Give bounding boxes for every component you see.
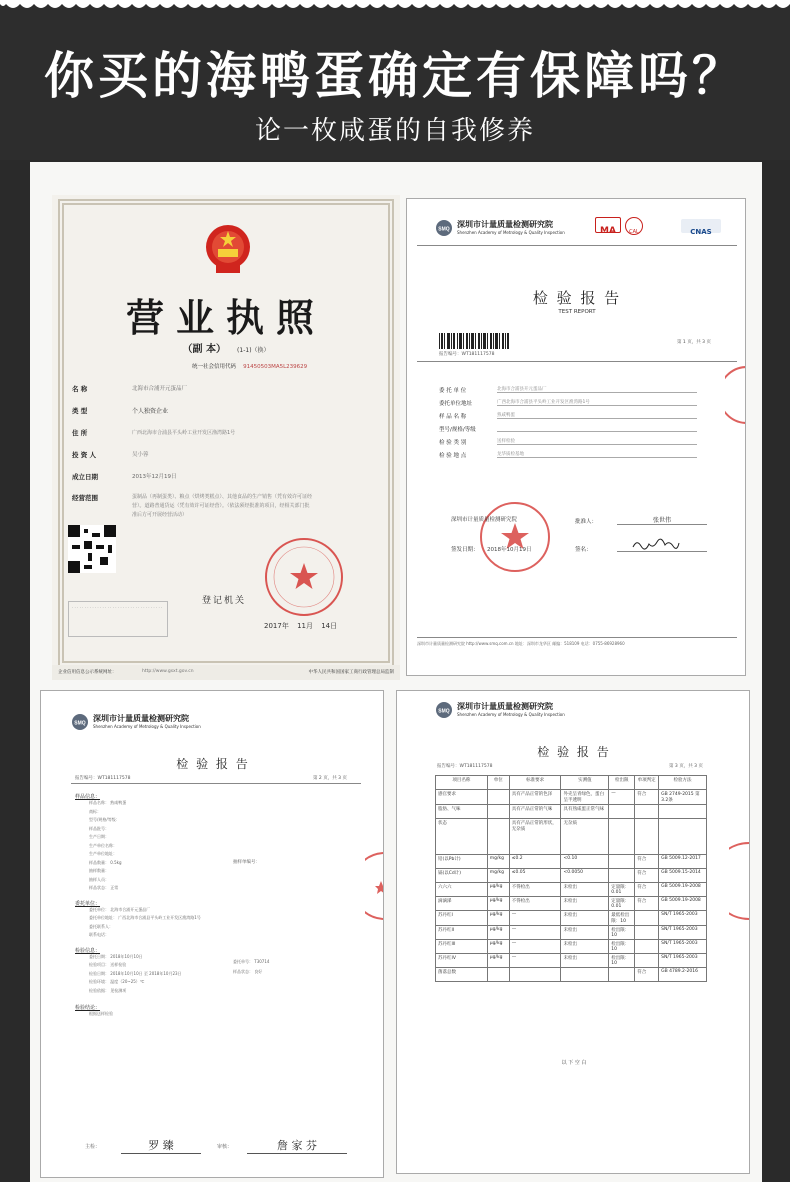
section-row: 委托单位： 北海市合浦开元蛋品厂	[89, 906, 151, 912]
institute-cn: 深圳市计量质量检测研究院	[457, 702, 553, 711]
table-cell: 检出限：10	[609, 954, 635, 968]
field-row	[72, 421, 372, 443]
table-cell: mg/kg	[487, 869, 509, 883]
field-row	[72, 377, 372, 399]
receipt-no: 委托单号： T30714	[233, 959, 270, 964]
field-row	[439, 435, 719, 448]
field-value: 北海市合浦县开元蛋品厂	[497, 386, 697, 393]
section-rule	[71, 783, 361, 784]
column-header: 单项判定	[635, 776, 659, 790]
field-value: 吴小蓉	[132, 452, 149, 458]
section-row: 检验项目： 送样检验	[89, 962, 127, 967]
smq-logo-icon	[71, 713, 89, 731]
table-cell: GB 5009.19-2008	[659, 897, 707, 911]
table-row	[436, 968, 707, 982]
section-row: 联系电话：	[89, 932, 109, 937]
notice-url: http://www.gsxt.gov.cn	[142, 669, 194, 674]
edge-seal	[725, 365, 746, 425]
table-cell: ≤0.2	[509, 855, 561, 869]
table-cell: 符合	[635, 869, 659, 883]
table-cell: ≤0.05	[509, 869, 561, 883]
date-day: 14	[321, 622, 331, 630]
table-cell	[487, 790, 509, 805]
field-row	[439, 448, 719, 461]
section-row: 检验依据： 见检测项	[89, 987, 127, 993]
smq-logo-icon	[435, 701, 453, 719]
field-label: 名 称	[72, 384, 88, 393]
table-cell: SN/T 1965-2003	[659, 954, 707, 968]
table-cell	[635, 911, 659, 926]
registration-authority: 登记机关	[202, 596, 247, 606]
notice-left: 企业信用信息公示系统网址：	[58, 670, 117, 675]
column-header: 项目名称	[436, 776, 488, 790]
notice-lines: · · · · · · · · · · · · · · · · · · · · · · · · · · · · · · · · · · · ·	[72, 605, 163, 610]
table-cell: GB 5009.19-2008	[659, 883, 707, 897]
table-cell: 定量限：0.01	[609, 897, 635, 911]
official-seal	[262, 535, 346, 619]
table-cell: —	[609, 790, 635, 805]
table-cell: 未检出	[561, 954, 609, 968]
section-row: 委托日期： 2018年10月10日	[89, 953, 143, 959]
table-cell	[635, 940, 659, 954]
edge-seal	[729, 841, 750, 921]
results-table	[435, 775, 707, 982]
main-inspector-signature: 罗 臻	[121, 1137, 201, 1154]
report-fields	[439, 383, 719, 461]
table-cell: 检出限：10	[609, 926, 635, 940]
svg-text:SMQ: SMQ	[438, 708, 450, 715]
page-number: 第 2 页，共 3 页	[313, 776, 347, 781]
table-row	[436, 954, 707, 968]
table-cell: 苏丹红I	[436, 911, 488, 926]
column-header: 检验方法	[659, 776, 707, 790]
column-header: 实测值	[561, 776, 609, 790]
issue-date-label: 签发日期：	[451, 547, 479, 553]
qr-code	[68, 525, 116, 573]
table-cell: 滴滴涕	[436, 897, 488, 911]
table-cell: 未检出	[561, 911, 609, 926]
table-cell	[659, 819, 707, 855]
section-row: 样品状态： 正常	[89, 885, 119, 890]
section-row: 根据送样检验	[89, 1011, 113, 1016]
page-header	[0, 0, 790, 160]
section-row: 样品数量： 0.5kg	[89, 859, 122, 865]
column-header: 单位	[487, 776, 509, 790]
table-cell: mg/kg	[487, 855, 509, 869]
ma-badge-text: MA	[600, 226, 616, 236]
table-cell: SN/T 1965-2003	[659, 911, 707, 926]
report-sections	[75, 791, 345, 1020]
table-cell	[609, 855, 635, 869]
barcode	[439, 333, 509, 349]
field-value: 广西北海市合浦县平头岭工业开发区渔湾路1号	[132, 429, 236, 436]
section-row: 检验日期： 2018年10月10日 至 2018年10月23日	[89, 970, 182, 976]
field-row	[72, 487, 372, 520]
field-row	[72, 399, 372, 421]
table-cell: GB 5009.15-2014	[659, 869, 707, 883]
edge-seal	[365, 851, 384, 921]
sign-label: 签名：	[575, 547, 592, 553]
notice-right: 中华人民共和国国家工商行政管理总局监制	[308, 670, 394, 675]
approver-name: 张世伟	[617, 515, 707, 525]
license-copy-no: (1-1)（换）	[237, 347, 270, 354]
field-row	[439, 409, 719, 422]
smq-logo-icon	[435, 219, 453, 237]
business-license	[52, 195, 400, 680]
table-cell: SN/T 1965-2003	[659, 926, 707, 940]
section-row: 型号/规格/等级：	[89, 817, 120, 822]
date-month-unit: 月	[305, 622, 313, 630]
field-label: 成立日期	[72, 472, 98, 481]
credit-code-line	[192, 353, 307, 372]
table-row	[436, 855, 707, 869]
section-rule	[417, 361, 737, 362]
table-cell: 未检出	[561, 883, 609, 897]
table-cell: μg/kg	[487, 911, 509, 926]
table-cell: 符合	[635, 883, 659, 897]
date-year-unit: 年	[281, 622, 289, 630]
institute-cn: 深圳市计量质量检测研究院	[93, 714, 189, 723]
issue-date: 2018年10月19日	[487, 547, 532, 553]
table-cell: 苏丹红IV	[436, 954, 488, 968]
field-value: 龙华质检基地	[497, 451, 697, 458]
table-cell: 符合	[635, 897, 659, 911]
section-row: 检验环境： 温度（20~25）℃	[89, 979, 145, 984]
credit-code-label: 统一社会信用代码	[192, 364, 237, 370]
certificate-board	[30, 162, 762, 1182]
section-row: 生产单位名称：	[89, 842, 117, 848]
table-cell: 苏丹红II	[436, 926, 488, 940]
ma-badge	[595, 217, 621, 236]
table-cell: 检出限：10	[609, 940, 635, 954]
section-row: 委托单位地址： 广西北海市合浦县平头岭工业开发区渔湾路1号	[89, 915, 201, 920]
test-report-page-1	[406, 198, 746, 676]
section-heading: 样品信息：	[75, 794, 101, 800]
field-value: 个人独资企业	[132, 407, 169, 415]
cnas-badge-text: CNAS	[690, 228, 712, 236]
field-value: 2013年12月19日	[132, 474, 177, 480]
approver-label: 批准人：	[575, 519, 598, 525]
table-cell: GB 2749-2015 第3.2条	[659, 790, 707, 805]
receipt-status: 样品状态： 良好	[233, 969, 263, 974]
reviewer-label: 审核：	[217, 1144, 233, 1150]
table-cell: 具有产品正常的气味	[509, 805, 561, 819]
field-value	[497, 426, 697, 432]
section-row: 样品名称： 熟咸鸭蛋	[89, 800, 127, 805]
inspection-seal	[477, 499, 553, 575]
table-cell	[635, 805, 659, 819]
section-heading: 检验结论：	[75, 1005, 101, 1011]
report-title: 检 验 报 告	[176, 757, 250, 771]
table-row	[436, 869, 707, 883]
field-label: 类 型	[72, 406, 88, 415]
page-subtitle: 论一枚咸蛋的自我修养	[254, 116, 535, 146]
section-row: 委托联系人：	[89, 923, 113, 929]
table-cell	[561, 968, 609, 982]
field-label: 检 验 地 点	[439, 452, 467, 459]
table-cell	[635, 926, 659, 940]
table-cell: <0.10	[561, 855, 609, 869]
institute-en: Shenzhen Academy of Metrology & Quality Inspection	[457, 712, 565, 717]
table-cell	[609, 869, 635, 883]
field-value: 熟咸鸭蛋	[497, 412, 697, 419]
reviewer-signature: 詹 家 芬	[247, 1137, 347, 1154]
national-emblem	[202, 221, 254, 277]
page-title: 你买的海鸭蛋确定有保障吗？	[44, 46, 746, 105]
section-row: 抽样人员：	[89, 876, 109, 882]
table-cell: 不得检出	[509, 883, 561, 897]
institute-en: Shenzhen Academy of Metrology & Quality Inspection	[93, 724, 201, 729]
table-header-row	[436, 776, 707, 790]
report-number: 报告编号：WT181117578	[437, 764, 493, 769]
institute-en: Shenzhen Academy of Metrology & Quality Inspection	[457, 230, 565, 235]
date-year: 2017	[264, 622, 282, 630]
license-copy: （副 本）	[182, 344, 226, 355]
table-cell	[487, 805, 509, 819]
table-row	[436, 805, 707, 819]
table-cell: 无杂质	[561, 819, 609, 855]
field-row	[439, 422, 719, 435]
field-label: 住 所	[72, 428, 88, 437]
report-footer: 深圳市计量质量检测研究院 http://www.smq.com.cn 地址：深圳市龙华区 邮编：518109 电话：0755-86928960	[417, 641, 625, 646]
table-cell: <0.0050	[561, 869, 609, 883]
report-title: 检 验 报 告	[532, 289, 622, 307]
section-heading: 检验信息：	[75, 947, 101, 954]
report-number: 报告编号：WT181117578	[439, 352, 495, 357]
table-cell: 符合	[635, 790, 659, 805]
table-cell: —	[509, 911, 561, 926]
report-title: 检 验 报 告	[537, 745, 611, 759]
date-day-unit: 日	[330, 622, 338, 630]
table-cell: 未检出	[561, 926, 609, 940]
table-cell: μg/kg	[487, 940, 509, 954]
license-footer	[52, 665, 400, 680]
test-report-page-2	[40, 690, 384, 1178]
table-row	[436, 926, 707, 940]
table-cell: 具有熟咸蛋正常气味	[561, 805, 609, 819]
field-value: 广西北海市合浦县平头岭工业开发区渔湾路1号	[497, 399, 697, 406]
license-title: 营业执照	[125, 295, 326, 340]
table-cell: 状态	[436, 819, 488, 855]
column-header: 检出限	[609, 776, 635, 790]
scallop-border	[0, 0, 790, 12]
table-cell: 苏丹红III	[436, 940, 488, 954]
table-cell: SN/T 1965-2003	[659, 940, 707, 954]
seal-institute: 深圳市计量质量检测研究院	[451, 517, 518, 523]
table-cell: 菌落总数	[436, 968, 488, 982]
section-row: 生产单位地址：	[89, 851, 117, 856]
column-header: 标准要求	[509, 776, 561, 790]
license-date	[264, 621, 337, 631]
table-cell: GB 5009.12-2017	[659, 855, 707, 869]
table-cell: 定量限：0.01	[609, 883, 635, 897]
field-label: 委托单位地址	[439, 400, 473, 407]
license-notice-box	[68, 601, 168, 637]
table-cell: —	[509, 954, 561, 968]
section-row: 样品批号：	[89, 825, 109, 831]
table-cell	[487, 819, 509, 855]
table-cell	[635, 819, 659, 855]
table-cell: 最低检出限：10	[609, 911, 635, 926]
page-number: 第 3 页，共 3 页	[669, 764, 703, 769]
main-inspector-label: 主检：	[85, 1144, 101, 1150]
table-cell: 六六六	[436, 883, 488, 897]
table-cell: —	[509, 926, 561, 940]
header-rule	[417, 245, 737, 246]
field-value: 北海市合浦开元蛋品厂	[132, 386, 188, 392]
table-cell: 感官要求	[436, 790, 488, 805]
table-cell	[659, 805, 707, 819]
section-row: 商标：	[89, 808, 101, 814]
field-value: 送样检验	[497, 438, 697, 445]
table-cell: 未检出	[561, 940, 609, 954]
footer-rule	[417, 637, 737, 638]
credit-code: 91450503MA5L239629	[243, 364, 308, 370]
sample-no-label: 抽样单编号：	[233, 860, 260, 865]
table-cell	[635, 954, 659, 968]
table-cell: 铅(以Pb计)	[436, 855, 488, 869]
table-cell	[509, 968, 561, 982]
end-of-report: 以 下 空 白	[561, 1060, 587, 1066]
cal-badge	[625, 217, 643, 235]
table-cell: 不得检出	[509, 897, 561, 911]
field-row	[72, 465, 372, 487]
report-title-en: TEST REPORT	[558, 309, 596, 315]
license-fields	[72, 377, 372, 520]
field-value: 蛋制品（再制蛋类）、粮点（烘烤类糕点）、其他食品的生产销售（凭有效许可证经营）。道路普通货运（凭有效许可证经营）。（依法须经批准的项目，经相关部门批准后方可开展经营活动）	[132, 494, 313, 518]
field-label: 型号/规格/等级	[439, 426, 476, 433]
table-cell: —	[509, 940, 561, 954]
table-cell: GB 4789.2-2016	[659, 968, 707, 982]
table-cell: 符合	[635, 968, 659, 982]
signature-line	[617, 551, 707, 552]
field-label: 投 资 人	[72, 450, 97, 459]
date-month: 11	[297, 622, 306, 630]
table-cell: 具有产品正常的色泽	[509, 790, 561, 805]
page-number: 第 1 页，共 3 页	[677, 340, 711, 345]
table-cell	[609, 968, 635, 982]
table-cell: μg/kg	[487, 883, 509, 897]
section-row: 抽样数量：	[89, 868, 109, 873]
test-report-page-3	[396, 690, 750, 1174]
table-cell: 符合	[635, 855, 659, 869]
cnas-badge	[681, 219, 721, 236]
table-cell: 脂肪、气味	[436, 805, 488, 819]
cal-badge-text: CAL	[629, 229, 639, 235]
field-label: 委 托 单 位	[439, 387, 467, 394]
field-row	[72, 443, 372, 465]
field-label: 经营范围	[72, 494, 98, 502]
table-cell: μg/kg	[487, 926, 509, 940]
table-row	[436, 897, 707, 911]
table-cell	[609, 819, 635, 855]
table-row	[436, 883, 707, 897]
field-label: 检 验 类 别	[439, 439, 467, 446]
svg-text:SMQ: SMQ	[74, 720, 86, 727]
table-row	[436, 940, 707, 954]
table-row	[436, 790, 707, 805]
table-cell: μg/kg	[487, 897, 509, 911]
table-cell	[609, 805, 635, 819]
field-label: 样 品 名 称	[439, 413, 467, 420]
signature-mark	[631, 537, 681, 551]
field-row	[439, 383, 719, 396]
field-row	[439, 396, 719, 409]
table-cell	[487, 968, 509, 982]
section-heading: 委托单位：	[75, 900, 101, 907]
institute-cn: 深圳市计量质量检测研究院	[457, 220, 553, 229]
table-row	[436, 819, 707, 855]
table-cell: 未检出	[561, 897, 609, 911]
table-row	[436, 911, 707, 926]
table-cell: 外壳呈青绿色，蛋白呈半透明	[561, 790, 609, 805]
table-cell: 具有产品正常的形状，无杂质	[509, 819, 561, 855]
table-cell: 镉(以Cd计)	[436, 869, 488, 883]
report-number: 报告编号：WT181117578	[75, 776, 131, 781]
svg-text:SMQ: SMQ	[438, 226, 450, 233]
section-row: 生产日期：	[89, 834, 109, 839]
table-cell: μg/kg	[487, 954, 509, 968]
